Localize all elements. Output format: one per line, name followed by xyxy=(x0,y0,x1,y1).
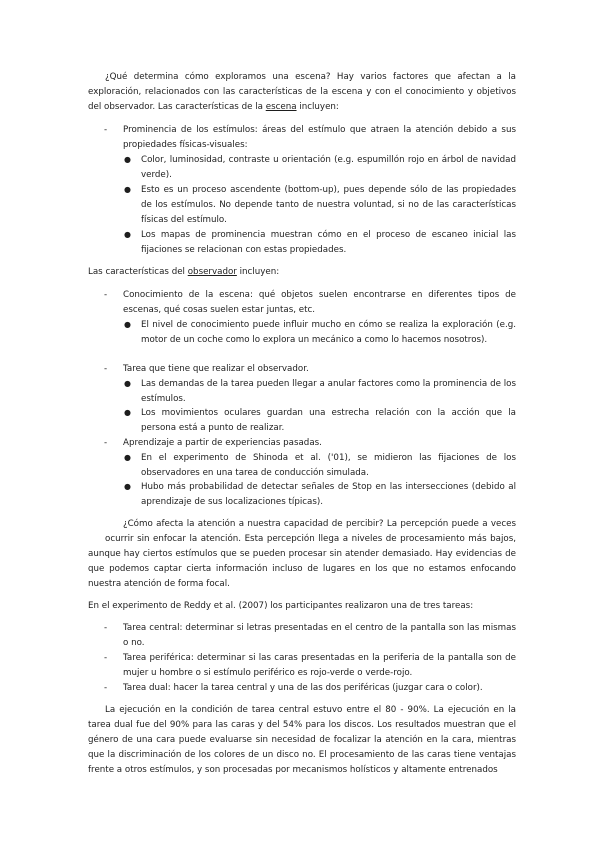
dash-marker: - xyxy=(104,364,108,374)
bullet-item xyxy=(124,183,516,228)
paragraph-observer-intro xyxy=(88,265,516,280)
dash-marker: - xyxy=(104,683,108,693)
list-item-task xyxy=(88,362,516,377)
list-item-text: Prominencia de los estímulos: áreas del estímulo que atraen la atención debido a sus propiedades físicas-visuales: xyxy=(123,125,516,150)
text: incluyen: xyxy=(236,267,280,277)
list-item-text: Aprendizaje a partir de experiencias pasadas. xyxy=(123,438,322,448)
text: incluyen: xyxy=(296,101,339,112)
bullet-icon: ● xyxy=(124,482,131,491)
paragraph-line: ocurrir sin enfocar la atención. Esta percepción llega a niveles de procesamiento más bajos, xyxy=(105,533,516,544)
bullet-text: Color, luminosidad, contraste u orientación (e.g. espumillón rojo en árbol de navidad verde). xyxy=(141,155,516,180)
list-item-dual-task xyxy=(88,681,516,696)
bullet-item xyxy=(124,318,516,348)
bullet-icon: ● xyxy=(124,379,131,388)
bullet-icon: ● xyxy=(124,320,131,329)
list-item-learning xyxy=(88,436,516,451)
list-item-prominence xyxy=(88,123,516,153)
list-item-peripheral-task xyxy=(88,651,516,681)
bullet-text: Los mapas de prominencia muestran cómo en el proceso de escaneo inicial las fijaciones se relacionan con estas propiedades. xyxy=(141,230,516,255)
dash-marker: - xyxy=(104,653,108,663)
underlined-term-scene: escena xyxy=(265,101,297,112)
list-item-text: Tarea central: determinar si letras presentadas en el centro de la pantalla son las mismas o no. xyxy=(123,623,516,648)
paragraph-scene-intro xyxy=(88,70,516,115)
list-item-central-task xyxy=(88,621,516,651)
bullet-text: Hubo más probabilidad de detectar señales de Stop en las intersecciones (debido al aprendizaje de sus localizaciones típicas). xyxy=(141,482,516,507)
list-item-knowledge xyxy=(88,288,516,318)
paragraph-attention xyxy=(88,517,516,592)
bullet-item xyxy=(124,377,516,407)
bullet-item xyxy=(124,406,516,436)
bullet-text: En el experimento de Shinoda et al. ('01), se midieron las fijaciones de los observadores en una tarea de conducción simulada. xyxy=(141,453,516,478)
list-item-text: Tarea periférica: determinar si las caras presentadas en la periferia de la pantalla son de mujer u hombre o si estímulo periférico es rojo-verde o verde-rojo. xyxy=(123,653,516,678)
bullet-item xyxy=(124,228,516,258)
bullet-text: Las demandas de la tarea pueden llegar a anular factores como la prominencia de los estímulos. xyxy=(141,379,516,404)
list-item-text: Tarea que tiene que realizar el observador. xyxy=(123,364,309,374)
bullet-item xyxy=(124,451,516,481)
bullet-text: Los movimientos oculares guardan una estrecha relación con la acción que la persona está a punto de realizar. xyxy=(141,408,516,433)
text: ¿Qué determina cómo exploramos una escena? Hay varios factores que afectan a la exploración, relacionados con las características de la escena y con el conocimiento y objetivos del observador. Las características de la xyxy=(88,72,516,112)
dash-marker: - xyxy=(104,623,108,633)
dash-marker: - xyxy=(104,125,108,135)
paragraph-reddy-intro: En el experimento de Reddy et al. (2007) los participantes realizaron una de tres tareas: xyxy=(88,601,474,611)
bullet-item xyxy=(124,480,516,510)
list-item-text: Conocimiento de la escena: qué objetos suelen encontrarse en diferentes tipos de escenas, qué cosas suelen estar juntas, etc. xyxy=(123,290,516,315)
list-item-text: Tarea dual: hacer la tarea central y una de las dos periféricas (juzgar cara o color). xyxy=(123,683,483,693)
paragraph-text: aunque hay ciertos estímulos que se pueden procesar sin atender demasiado. Hay evidencias de que podemos captar cierta información incluso de lugares en los que no estamos enfocando nuestra atención de forma focal. xyxy=(88,548,516,589)
text: Las características del xyxy=(88,267,188,277)
bullet-text: Esto es un proceso ascendente (bottom-up), pues depende sólo de las propiedades de los estímulos. No depende tanto de nuestra voluntad, si no de las características físicas del estímulo. xyxy=(141,185,516,225)
bullet-text: El nivel de conocimiento puede influir mucho en cómo se realiza la exploración (e.g. motor de un coche como lo explora un mecánico a como lo hacemos nosotros). xyxy=(141,320,516,345)
bullet-icon: ● xyxy=(124,185,131,194)
bullet-icon: ● xyxy=(124,155,131,164)
bullet-item xyxy=(124,153,516,183)
paragraph-line: ¿Cómo afecta la atención a nuestra capacidad de percibir? La percepción puede a veces xyxy=(123,519,516,529)
dash-marker: - xyxy=(104,290,108,300)
bullet-icon: ● xyxy=(124,230,131,239)
paragraph-results: La ejecución en la condición de tarea central estuvo entre el 80 - 90%. La ejecución en la tarea dual fue del 90% para las caras y del 54% para los discos. Los resultados muestran que el género de una cara puede evaluarse sin necesidad de focalizar la atención en la cara, mientras que la discriminación de los colores de un disco no. El procesamiento de las caras tiene ventajas frente a otros estímulos, y son procesadas por mecanismos holísticos y altamente entrenados xyxy=(88,705,516,775)
dash-marker: - xyxy=(104,438,108,448)
underlined-term-observer: observador xyxy=(187,267,237,277)
bullet-icon: ● xyxy=(124,453,131,462)
bullet-icon: ● xyxy=(124,408,131,417)
